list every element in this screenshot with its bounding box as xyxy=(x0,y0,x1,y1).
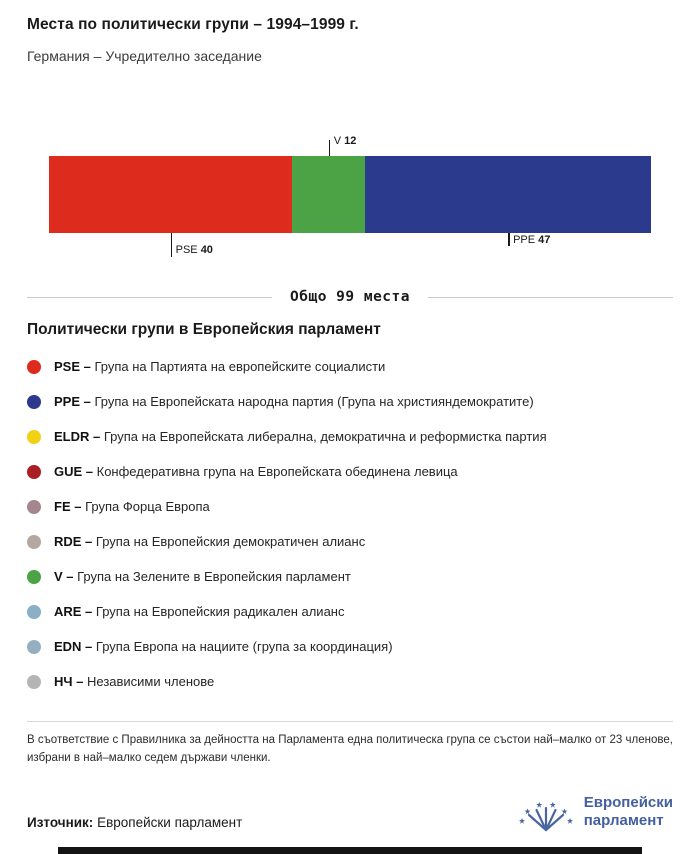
segment-label-text: PPE 47 xyxy=(513,234,551,246)
legend-dot xyxy=(27,640,41,654)
bar-segment-v xyxy=(292,135,365,233)
legend-dot xyxy=(27,500,41,514)
legend-label: PSE – Група на Партията на европейските социалисти xyxy=(54,359,386,374)
logo-text-line2: парламент xyxy=(583,811,664,829)
legend-item-gue xyxy=(27,464,673,479)
legend-label: RDE – Група на Европейския демократичен алианс xyxy=(54,534,366,549)
legend-label: ARE – Група на Европейския радикален алианс xyxy=(54,604,345,619)
tick-line xyxy=(329,140,331,156)
total-seats-label: Общо 99 места xyxy=(290,289,410,305)
legend-dot xyxy=(27,675,41,689)
legend-item-нч xyxy=(27,674,673,689)
divider-line-right xyxy=(428,297,673,298)
legend-dot xyxy=(27,430,41,444)
legend-list xyxy=(27,359,673,689)
legend-label: ELDR – Група на Европейската либерална, демократична и реформистка партия xyxy=(54,429,547,444)
total-divider xyxy=(27,289,673,305)
legend-item-are xyxy=(27,604,673,619)
page-title: Места по политически групи – 1994–1999 г. xyxy=(27,16,359,33)
legend-dot xyxy=(27,465,41,479)
hemicycle-lines xyxy=(529,808,563,830)
source-label: Източник: xyxy=(27,814,94,830)
bottom-row xyxy=(27,790,673,834)
page-subtitle: Германия – Учредително заседание xyxy=(27,48,262,64)
source xyxy=(27,815,242,834)
legend-item-edn xyxy=(27,639,673,654)
logo-text xyxy=(584,794,673,830)
tick-line xyxy=(171,233,173,257)
legend-dot xyxy=(27,570,41,584)
legend-label: EDN – Група Европа на нациите (група за координация) xyxy=(54,639,393,654)
legend-dot xyxy=(27,535,41,549)
segment-label-text: V 12 xyxy=(333,135,357,147)
legend-label: FE – Група Форца Европа xyxy=(54,499,210,514)
bar-segment-ppe xyxy=(365,156,651,246)
legend-label: PPE – Група на Европейската народна партия (Група на християндемократите) xyxy=(54,394,534,409)
seat-chart xyxy=(49,135,651,256)
legend-dot xyxy=(27,605,41,619)
source-text: Европейски парламент xyxy=(97,814,243,830)
footnote-divider xyxy=(27,721,673,722)
legend-label: V – Група на Зелените в Европейския парламент xyxy=(54,569,351,584)
european-parliament-logo xyxy=(517,790,673,834)
bar-segment-pse xyxy=(49,156,292,256)
seat-bar xyxy=(49,135,651,256)
european-parliament-logo-icon xyxy=(517,790,575,834)
legend-heading: Политически групи в Европейския парламент xyxy=(27,321,381,338)
legend-item-pse xyxy=(27,359,673,374)
legend-item-eldr xyxy=(27,429,673,444)
legend-label: НЧ – Независими членове xyxy=(54,674,215,689)
legend-item-ppe xyxy=(27,394,673,409)
divider-line-left xyxy=(27,297,272,298)
legend-item-rde xyxy=(27,534,673,549)
segment-label-text: PSE 40 xyxy=(175,244,213,256)
legend-dot xyxy=(27,395,41,409)
footer-bar xyxy=(58,847,642,854)
legend-dot xyxy=(27,360,41,374)
legend-item-fe xyxy=(27,499,673,514)
tick-line xyxy=(508,233,510,246)
footnote: В съответствие с Правилника за дейността на Парламента една политическа група се състои най–малко от 23 членове, избрани в най–малко седем държави членки. xyxy=(27,734,673,764)
legend-label: GUE – Конфедеративна група на Европейската обединена левица xyxy=(54,464,458,479)
legend-item-v xyxy=(27,569,673,584)
logo-text-line1: Европейски xyxy=(583,793,673,811)
